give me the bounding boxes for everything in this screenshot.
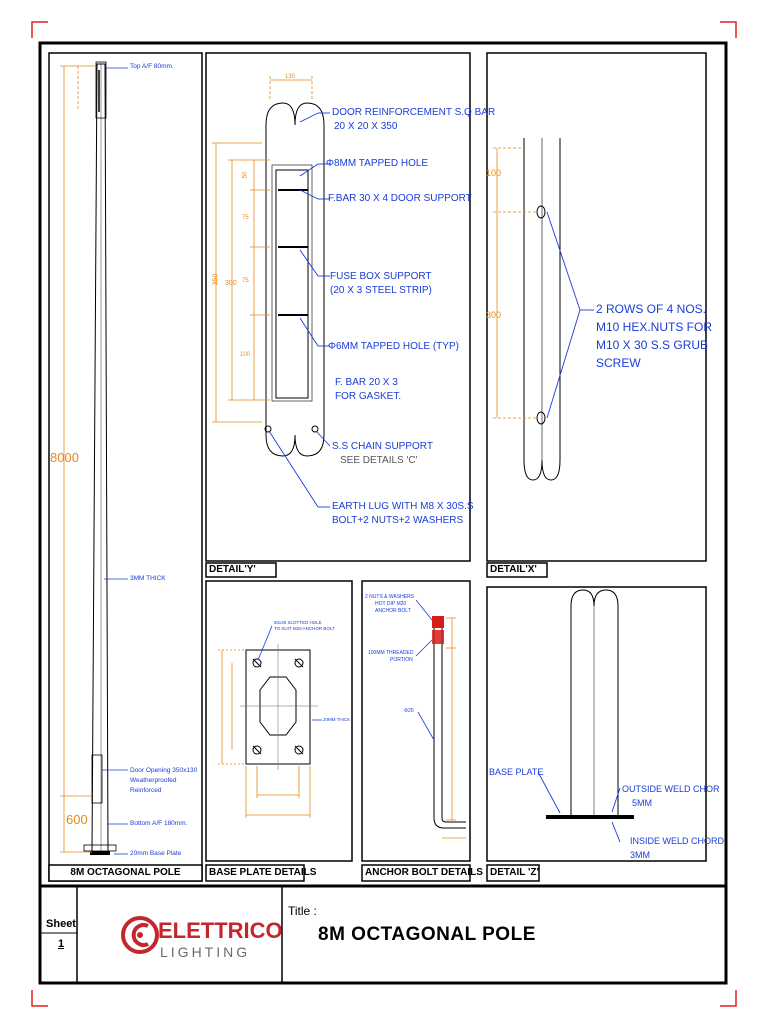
logo-word-lighting: LIGHTING	[160, 944, 251, 960]
dy-l6b: FOR GASKET.	[335, 391, 402, 402]
ab-n3: ANCHOR BOLT	[375, 608, 411, 614]
dz-base-plate-label: BASE PLATE	[489, 767, 544, 777]
dy-l1b: 20 X 20 X 350	[334, 121, 398, 132]
dy-fbar-door-support: F.BAR 30 X 4 DOOR SUPPORT	[328, 193, 472, 204]
dy-l8b: BOLT+2 NUTS+2 WASHERS	[332, 515, 464, 526]
dx-l2: M10 HEX.NUTS FOR	[596, 320, 713, 334]
bp-slot1: 50x45 SLOTTED HOLE	[274, 620, 322, 625]
dy-door-reinforcement-label	[332, 106, 495, 134]
dx-grub-screw-label	[596, 300, 712, 372]
dy-chain-support	[332, 440, 433, 468]
sheet-number: 1	[57, 938, 65, 950]
dy-l4a: FUSE BOX SUPPORT	[330, 271, 432, 282]
ab-thread-label	[368, 650, 413, 664]
dx-dim-300: 300	[486, 310, 502, 320]
dy-tapped-hole-8: Φ8MM TAPPED HOLE	[326, 158, 429, 169]
pole-lower-dim: 600	[66, 812, 88, 827]
base-plate-drawing	[218, 626, 322, 818]
dy-tapped-hole-6: Φ6MM TAPPED HOLE (TYP)	[328, 341, 459, 352]
ab-dia-label: Φ20	[404, 708, 414, 714]
anchor-bolt-caption: ANCHOR BOLT DETAILS	[365, 867, 483, 878]
pole-door-line3: Reinforced	[130, 787, 162, 794]
detail-y-caption: DETAIL'Y'	[209, 564, 256, 575]
drawing-title: 8M OCTAGONAL POLE	[318, 924, 536, 945]
dy-dim-75b: 75	[242, 278, 249, 284]
dy-dim-130: 130	[285, 74, 296, 80]
dy-dim-300: 300	[225, 280, 237, 287]
detail-y-drawing	[212, 76, 330, 507]
dz-in1: INSIDE WELD CHORD	[630, 836, 725, 846]
dz-out2: 5MM	[632, 798, 652, 808]
base-plate-caption: BASE PLATE DETAILS	[209, 867, 317, 878]
ab-n1: 2 NUTS & WASHERS	[365, 594, 414, 600]
dy-l1a: DOOR REINFORCEMENT S.Q BAR	[332, 107, 496, 118]
dy-dim-100: 100	[240, 352, 251, 358]
dy-l7: S.S CHAIN SUPPORT	[332, 441, 433, 452]
dy-dim-75a: 75	[242, 215, 249, 221]
detail-z-frame	[487, 587, 706, 861]
anchor-bolt-frame	[362, 581, 470, 861]
pole-base-label: 20mm Base Plate	[130, 850, 182, 857]
pole-bottom-label: Bottom A/F 180mm.	[130, 820, 188, 827]
dy-earth-lug	[332, 500, 474, 528]
detail-x-drawing	[493, 138, 594, 480]
pole-caption: 8M OCTAGONAL POLE	[70, 867, 181, 878]
dz-inside-weld-label	[630, 834, 724, 862]
detail-x-caption: DETAIL'X'	[490, 564, 537, 575]
pole-thick-label: 3MM THICK	[130, 575, 166, 582]
dz-outside-weld-label	[622, 782, 720, 810]
detail-z-caption: DETAIL 'Z'	[490, 867, 539, 878]
pole-door-line2: Weatherproofed	[130, 777, 177, 784]
dy-dim-50: 50	[242, 171, 249, 179]
dx-l4: SCREW	[596, 356, 641, 370]
dx-dim-100: 100	[486, 168, 502, 178]
dy-fuse-box-label	[330, 270, 432, 298]
title-label: Title :	[288, 904, 317, 918]
ab-n2: HOT DIP M20	[375, 601, 407, 607]
bp-slot2: TO SUIT M20 ANCHOR BOLT	[274, 626, 335, 631]
dz-in2: 3MM	[630, 850, 650, 860]
dy-l4b: (20 X 3 STEEL STRIP)	[330, 285, 432, 296]
logo-word-elettrico: ELETTRICO	[158, 918, 283, 943]
bp-thick-label: 20MM THICK	[323, 717, 351, 722]
dx-l1: 2 ROWS OF 4 NOS.	[596, 302, 707, 316]
bp-slot-label	[274, 620, 335, 632]
dy-fbar-gasket	[335, 376, 401, 404]
pole-door-label	[130, 766, 197, 796]
dy-dim-350: 350	[212, 273, 220, 286]
dy-l7b: SEE DETAILS 'C'	[340, 455, 418, 466]
pole-door-line1: Door Opening 350x130	[130, 767, 198, 774]
dx-l3: M10 X 30 S.S GRUB	[596, 338, 709, 352]
pole-panel-frame	[49, 53, 202, 881]
sheet-label: Sheet	[46, 918, 76, 930]
anchor-bolt-drawing	[416, 600, 466, 838]
elettrico-logo-mark	[123, 918, 157, 952]
pole-top-label: Top A/F 80mm.	[130, 63, 174, 70]
pole-total-dim: 8000	[50, 450, 79, 465]
dy-l8a: EARTH LUG WITH M8 X 30S.S	[332, 501, 474, 512]
detail-z-drawing	[538, 590, 634, 842]
ab-nuts-label	[365, 594, 414, 615]
dz-out1: OUTSIDE WELD CHOR	[622, 784, 720, 794]
dy-l6a: F. BAR 20 X 3	[335, 377, 398, 388]
ab-t1: 100MM THREADED	[368, 650, 414, 656]
ab-t2: PORTION	[390, 657, 413, 663]
